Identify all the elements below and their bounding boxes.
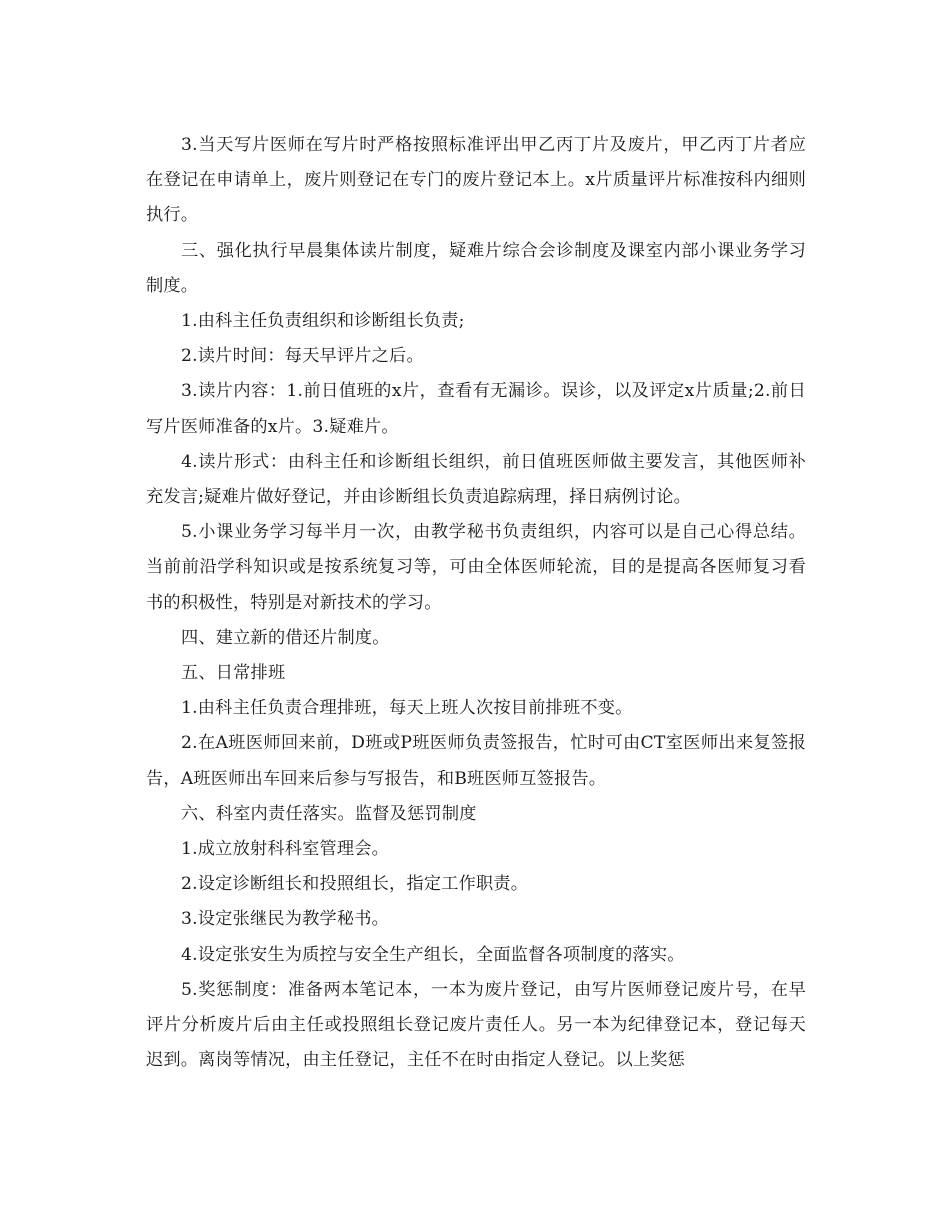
paragraph-quality-control: 4.设定张安生为质控与安全生产组长，全面监督各项制度的落实。 [181, 944, 685, 965]
paragraph-study-session: 5.小课业务学习每半月一次，由教学秘书负责组织，内容可以是自己心得总结。当前前沿学科知识或是按系统复习等，可由全体医师轮流，目的是提高各医师复习看书的积极性，特别是对新技术的学习。 [146, 522, 806, 613]
paragraph-report-signing: 2.在A班医师回来前，D班或P班医师负责签报告，忙时可由CT室医师出来复签报告，A班医师出车回来后参与写报告，和B班医师互签报告。 [146, 733, 806, 789]
paragraph-schedule-rule: 1.由科主任负责合理排班，每天上班人次按目前排班不变。 [181, 698, 633, 719]
document-body [146, 128, 806, 1078]
heading-section-5-scheduling: 五、日常排班 [181, 663, 286, 684]
heading-section-3-reading-system: 三、强化执行早晨集体读片制度，疑难片综合会诊制度及课室内部小课业务学习制度。 [146, 240, 806, 296]
paragraph-reading-time: 2.读片时间：每天早评片之后。 [181, 346, 424, 367]
paragraph-rewards-penalties: 5.奖惩制度：准备两本笔记本，一本为废片登记，由写片医师登记废片号，在早评片分析废片后由主任或投照组长登记废片责任人。另一本为纪律登记本，登记每天迟到。离岗等情况，由主任登记，主任不在时由指定人登记。以上奖惩 [146, 979, 806, 1071]
paragraph-group-leaders: 2.设定诊断组长和投照组长，指定工作职责。 [181, 874, 529, 895]
paragraph-management-committee: 1.成立放射科科室管理会。 [181, 839, 390, 860]
heading-section-6-responsibility: 六、科室内责任落实。监督及惩罚制度 [181, 803, 477, 824]
heading-section-4-lending: 四、建立新的借还片制度。 [181, 627, 390, 648]
paragraph-reading-content: 3.读片内容：1.前日值班的x片，查看有无漏诊。误诊，以及评定x片质量;2.前日写片医师准备的x片。3.疑难片。 [146, 381, 806, 437]
paragraph-film-grading: 3.当天写片医师在写片时严格按照标准评出甲乙丙丁片及废片，甲乙丙丁片者应在登记在申请单上，废片则登记在专门的废片登记本上。x片质量评片标准按科内细则执行。 [146, 135, 806, 226]
paragraph-reading-format: 4.读片形式：由科主任和诊断组长组织，前日值班医师做主要发言，其他医师补充发言;疑难片做好登记，并由诊断组长负责追踪病理，择日病例讨论。 [146, 451, 806, 508]
paragraph-teaching-secretary: 3.设定张继民为教学秘书。 [181, 909, 390, 930]
paragraph-reading-organizer: 1.由科主任负责组织和诊断组长负责; [181, 311, 465, 332]
